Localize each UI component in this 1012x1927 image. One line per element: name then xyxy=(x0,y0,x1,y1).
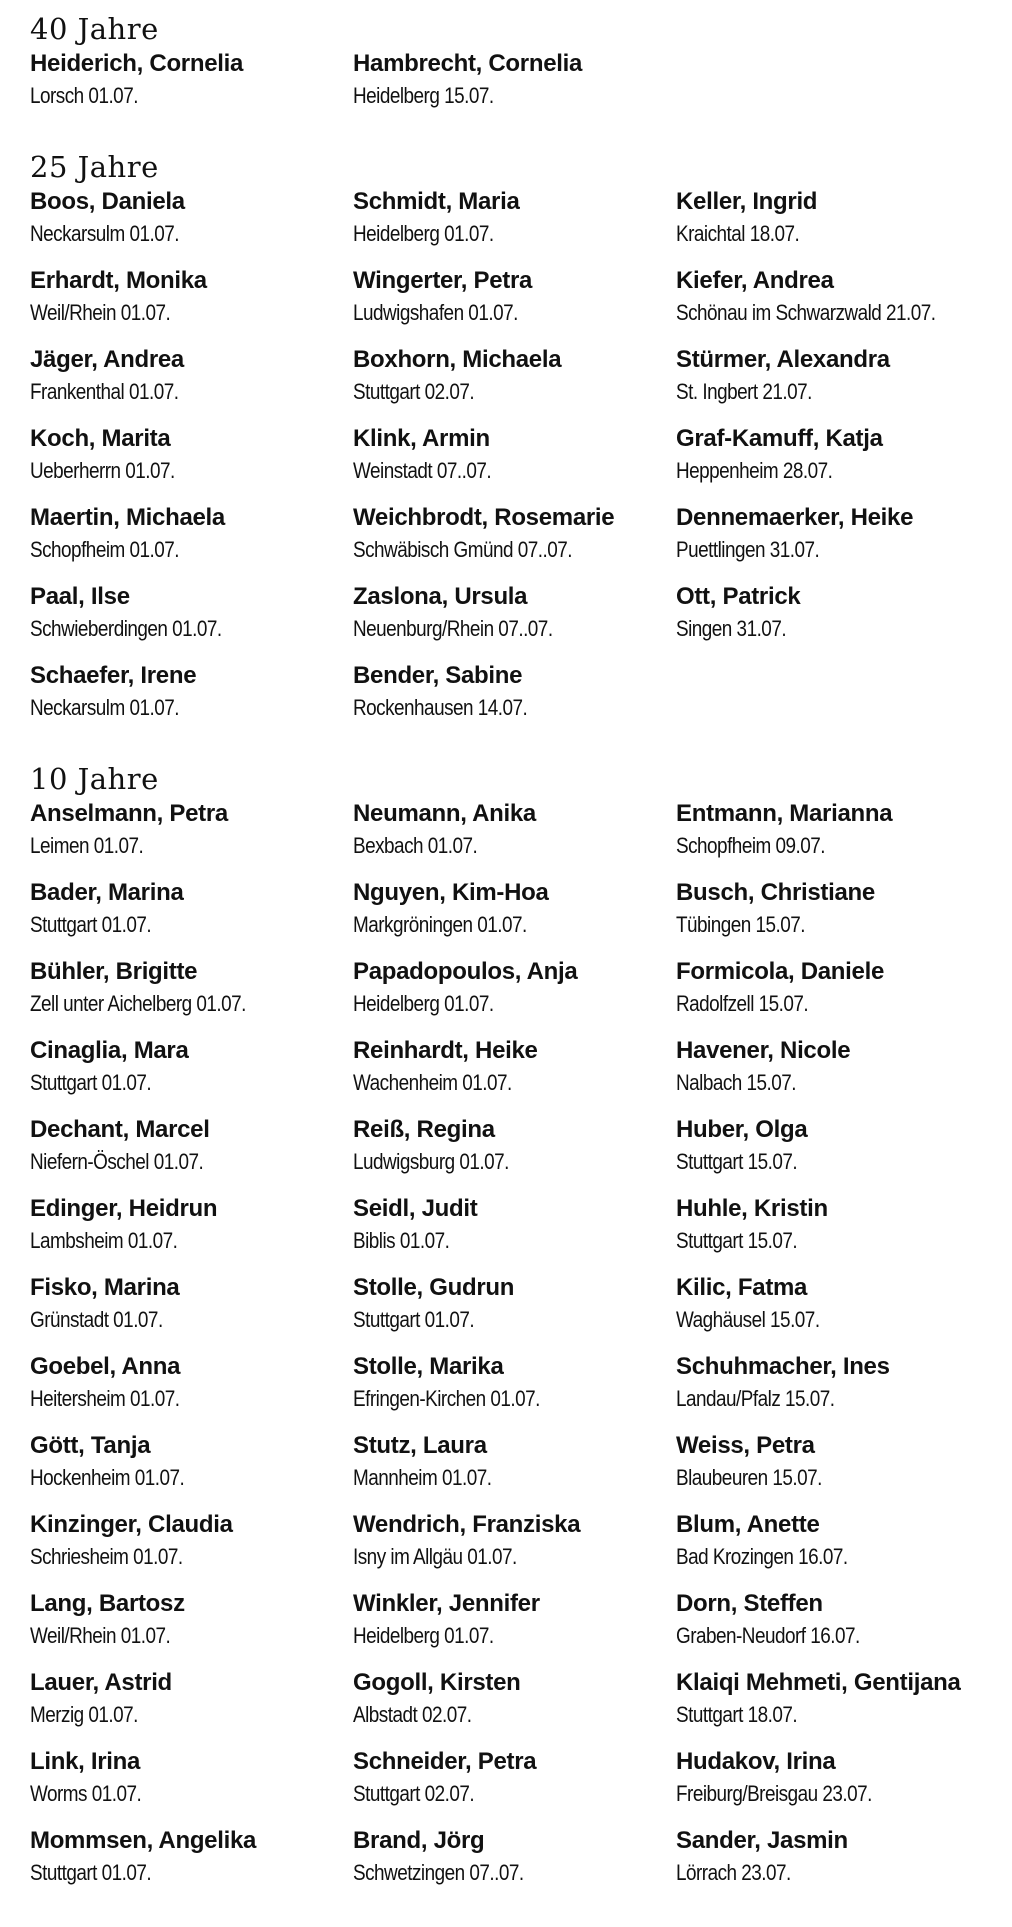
person-name: Klaiqi Mehmeti, Gentijana xyxy=(676,1669,961,1696)
list-item xyxy=(353,48,676,114)
place-date: Graben-Neudorf 16.07. xyxy=(676,1623,860,1648)
person-name: Jäger, Andrea xyxy=(30,346,184,373)
person-name: Stutz, Laura xyxy=(353,1432,487,1459)
jubilee-list xyxy=(30,12,1000,1927)
person-name: Dennemaerker, Heike xyxy=(676,504,914,531)
place-date: Rockenhausen 14.07. xyxy=(353,695,528,720)
list-item xyxy=(676,1035,1000,1101)
list-item xyxy=(30,1114,353,1180)
list-item xyxy=(676,798,1000,864)
place-date: Schwetzingen 07..07. xyxy=(353,1860,524,1885)
list-item xyxy=(676,1746,1000,1812)
place-date: Schwäbisch Gmünd 07..07. xyxy=(353,537,572,562)
list-item xyxy=(30,956,353,1022)
person-name: Fisko, Marina xyxy=(30,1274,180,1301)
person-name: Stolle, Gudrun xyxy=(353,1274,515,1301)
list-item xyxy=(30,798,353,864)
list-item xyxy=(676,1667,1000,1733)
place-date: Stuttgart 15.07. xyxy=(676,1228,798,1253)
list-item xyxy=(30,877,353,943)
place-date: Ludwigsburg 01.07. xyxy=(353,1149,509,1174)
person-name: Hambrecht, Cornelia xyxy=(353,50,583,77)
list-item xyxy=(30,660,353,726)
list-item xyxy=(353,265,676,331)
place-date: Heidelberg 15.07. xyxy=(353,83,494,108)
person-name: Dorn, Steffen xyxy=(676,1590,823,1617)
person-name: Edinger, Heidrun xyxy=(30,1195,218,1222)
list-item xyxy=(30,423,353,489)
list-item xyxy=(676,877,1000,943)
place-date: Heitersheim 01.07. xyxy=(30,1386,180,1411)
person-name: Koch, Marita xyxy=(30,425,171,452)
place-date: Blaubeuren 15.07. xyxy=(676,1465,822,1490)
person-name: Hudakov, Irina xyxy=(676,1748,836,1775)
list-item xyxy=(30,581,353,647)
place-date: Neuenburg/Rhein 07..07. xyxy=(353,616,553,641)
person-name: Bader, Marina xyxy=(30,879,184,906)
place-date: Weil/Rhein 01.07. xyxy=(30,1623,171,1648)
list-item xyxy=(353,1667,676,1733)
person-name: Wingerter, Petra xyxy=(353,267,533,294)
person-name: Klink, Armin xyxy=(353,425,490,452)
list-item xyxy=(353,1351,676,1417)
list-item xyxy=(353,581,676,647)
list-item xyxy=(30,265,353,331)
place-date: Neckarsulm 01.07. xyxy=(30,695,179,720)
list-item xyxy=(30,1509,353,1575)
person-name: Mommsen, Angelika xyxy=(30,1827,257,1854)
place-date: Weil/Rhein 01.07. xyxy=(30,300,171,325)
person-name: Anselmann, Petra xyxy=(30,800,228,827)
list-item xyxy=(676,502,1000,568)
place-date: Schriesheim 01.07. xyxy=(30,1544,183,1569)
place-date: Weinstadt 07..07. xyxy=(353,458,492,483)
list-item xyxy=(676,1509,1000,1575)
place-date: Heidelberg 01.07. xyxy=(353,1623,494,1648)
place-date: Stuttgart 01.07. xyxy=(30,912,152,937)
place-date: Hockenheim 01.07. xyxy=(30,1465,185,1490)
list-item xyxy=(676,1114,1000,1180)
place-date: Kraichtal 18.07. xyxy=(676,221,800,246)
place-date: Bad Krozingen 16.07. xyxy=(676,1544,848,1569)
place-date: Schwieberdingen 01.07. xyxy=(30,616,222,641)
place-date: Lorsch 01.07. xyxy=(30,83,138,108)
list-item xyxy=(30,1588,353,1654)
place-date: Schopfheim 09.07. xyxy=(676,833,826,858)
section-40-jahre xyxy=(30,12,1000,114)
person-name: Keller, Ingrid xyxy=(676,188,818,215)
list-item xyxy=(30,186,353,252)
place-date: Neckarsulm 01.07. xyxy=(30,221,179,246)
place-date: Nalbach 15.07. xyxy=(676,1070,797,1095)
place-date: Stuttgart 01.07. xyxy=(30,1070,152,1095)
place-date: Zell unter Aichelberg 01.07. xyxy=(30,991,246,1016)
person-name: Cinaglia, Mara xyxy=(30,1037,189,1064)
place-date: Bexbach 01.07. xyxy=(353,833,478,858)
person-name: Weichbrodt, Rosemarie xyxy=(353,504,615,531)
person-name: Busch, Christiane xyxy=(676,879,875,906)
list-item xyxy=(676,1272,1000,1338)
person-name: Reinhardt, Heike xyxy=(353,1037,538,1064)
section-25-jahre xyxy=(30,150,1000,726)
person-name: Kilic, Fatma xyxy=(676,1274,808,1301)
person-name: Bender, Sabine xyxy=(353,662,523,689)
person-name: Sander, Jasmin xyxy=(676,1827,848,1854)
place-date: Ludwigshafen 01.07. xyxy=(353,300,518,325)
person-name: Erhardt, Monika xyxy=(30,267,207,294)
list-item xyxy=(30,1193,353,1259)
person-name: Stolle, Marika xyxy=(353,1353,504,1380)
place-date: Stuttgart 02.07. xyxy=(353,1781,475,1806)
list-item xyxy=(353,1114,676,1180)
person-name: Maertin, Michaela xyxy=(30,504,225,531)
place-date: Albstadt 02.07. xyxy=(353,1702,472,1727)
place-date: Landau/Pfalz 15.07. xyxy=(676,1386,835,1411)
list-item xyxy=(676,1430,1000,1496)
person-name: Lauer, Astrid xyxy=(30,1669,172,1696)
person-name: Brand, Jörg xyxy=(353,1827,485,1854)
place-date: Lörrach 23.07. xyxy=(676,1860,791,1885)
person-name: Seidl, Judit xyxy=(353,1195,478,1222)
place-date: Heppenheim 28.07. xyxy=(676,458,833,483)
person-name: Boxhorn, Michaela xyxy=(353,346,562,373)
entry-grid xyxy=(30,186,1000,726)
place-date: Waghäusel 15.07. xyxy=(676,1307,820,1332)
list-item xyxy=(676,1825,1000,1891)
place-date: Stuttgart 01.07. xyxy=(353,1307,475,1332)
list-item xyxy=(353,1035,676,1101)
list-item xyxy=(353,1430,676,1496)
place-date: Niefern-Öschel 01.07. xyxy=(30,1149,204,1174)
place-date: Tübingen 15.07. xyxy=(676,912,806,937)
list-item xyxy=(353,877,676,943)
person-name: Huhle, Kristin xyxy=(676,1195,828,1222)
place-date: Grünstadt 01.07. xyxy=(30,1307,163,1332)
person-name: Link, Irina xyxy=(30,1748,141,1775)
place-date: Efringen-Kirchen 01.07. xyxy=(353,1386,540,1411)
person-name: Schuhmacher, Ines xyxy=(676,1353,890,1380)
list-item xyxy=(353,344,676,410)
list-item xyxy=(353,423,676,489)
person-name: Ott, Patrick xyxy=(676,583,801,610)
person-name: Kiefer, Andrea xyxy=(676,267,834,294)
person-name: Schneider, Petra xyxy=(353,1748,537,1775)
list-item xyxy=(353,1272,676,1338)
list-item xyxy=(676,344,1000,410)
list-item xyxy=(676,1193,1000,1259)
person-name: Dechant, Marcel xyxy=(30,1116,210,1143)
list-item xyxy=(676,1588,1000,1654)
person-name: Huber, Olga xyxy=(676,1116,808,1143)
person-name: Gogoll, Kirsten xyxy=(353,1669,521,1696)
list-item xyxy=(353,186,676,252)
person-name: Formicola, Daniele xyxy=(676,958,884,985)
place-date: Isny im Allgäu 01.07. xyxy=(353,1544,517,1569)
person-name: Bühler, Brigitte xyxy=(30,958,198,985)
place-date: Frankenthal 01.07. xyxy=(30,379,179,404)
person-name: Kinzinger, Claudia xyxy=(30,1511,233,1538)
person-name: Paal, Ilse xyxy=(30,583,130,610)
place-date: Puettlingen 31.07. xyxy=(676,537,820,562)
person-name: Gött, Tanja xyxy=(30,1432,151,1459)
list-item xyxy=(30,502,353,568)
person-name: Havener, Nicole xyxy=(676,1037,851,1064)
list-item xyxy=(30,1667,353,1733)
person-name: Lang, Bartosz xyxy=(30,1590,185,1617)
person-name: Wendrich, Franziska xyxy=(353,1511,581,1538)
list-item xyxy=(353,502,676,568)
list-item xyxy=(30,1272,353,1338)
list-item xyxy=(30,1035,353,1101)
list-item xyxy=(30,48,353,114)
place-date: Ueberherrn 01.07. xyxy=(30,458,175,483)
section-10-jahre xyxy=(30,762,1000,1891)
person-name: Schaefer, Irene xyxy=(30,662,197,689)
person-name: Blum, Anette xyxy=(676,1511,820,1538)
place-date: Singen 31.07. xyxy=(676,616,787,641)
place-date: Freiburg/Breisgau 23.07. xyxy=(676,1781,872,1806)
section-title: 25 Jahre xyxy=(30,150,159,184)
list-item xyxy=(676,1351,1000,1417)
list-item xyxy=(353,1825,676,1891)
list-item xyxy=(30,1825,353,1891)
place-date: Mannheim 01.07. xyxy=(353,1465,492,1490)
place-date: Stuttgart 18.07. xyxy=(676,1702,798,1727)
list-item xyxy=(353,1193,676,1259)
section-title: 10 Jahre xyxy=(30,762,159,796)
place-date: Worms 01.07. xyxy=(30,1781,142,1806)
place-date: Stuttgart 15.07. xyxy=(676,1149,798,1174)
person-name: Zaslona, Ursula xyxy=(353,583,528,610)
person-name: Papadopoulos, Anja xyxy=(353,958,578,985)
list-item xyxy=(30,1430,353,1496)
person-name: Boos, Daniela xyxy=(30,188,185,215)
entry-grid xyxy=(30,48,1000,114)
list-item xyxy=(676,265,1000,331)
person-name: Weiss, Petra xyxy=(676,1432,815,1459)
place-date: Stuttgart 01.07. xyxy=(30,1860,152,1885)
person-name: Nguyen, Kim-Hoa xyxy=(353,879,549,906)
person-name: Stürmer, Alexandra xyxy=(676,346,890,373)
list-item xyxy=(676,581,1000,647)
list-item xyxy=(676,956,1000,1022)
person-name: Goebel, Anna xyxy=(30,1353,181,1380)
place-date: St. Ingbert 21.07. xyxy=(676,379,812,404)
list-item xyxy=(30,344,353,410)
place-date: Biblis 01.07. xyxy=(353,1228,450,1253)
person-name: Entmann, Marianna xyxy=(676,800,893,827)
list-item xyxy=(676,423,1000,489)
list-item xyxy=(30,1351,353,1417)
person-name: Neumann, Anika xyxy=(353,800,536,827)
list-item xyxy=(353,660,676,726)
list-item xyxy=(353,1509,676,1575)
place-date: Leimen 01.07. xyxy=(30,833,144,858)
section-title: 40 Jahre xyxy=(30,12,159,46)
place-date: Stuttgart 02.07. xyxy=(353,379,475,404)
person-name: Schmidt, Maria xyxy=(353,188,520,215)
person-name: Winkler, Jennifer xyxy=(353,1590,540,1617)
list-item xyxy=(676,186,1000,252)
person-name: Graf-Kamuff, Katja xyxy=(676,425,883,452)
list-item xyxy=(353,1588,676,1654)
list-item xyxy=(30,1746,353,1812)
list-item xyxy=(353,798,676,864)
place-date: Schopfheim 01.07. xyxy=(30,537,180,562)
list-item xyxy=(353,1746,676,1812)
list-item xyxy=(353,956,676,1022)
place-date: Merzig 01.07. xyxy=(30,1702,138,1727)
place-date: Markgröningen 01.07. xyxy=(353,912,527,937)
place-date: Wachenheim 01.07. xyxy=(353,1070,512,1095)
person-name: Reiß, Regina xyxy=(353,1116,495,1143)
entry-grid xyxy=(30,798,1000,1891)
place-date: Lambsheim 01.07. xyxy=(30,1228,178,1253)
person-name: Heiderich, Cornelia xyxy=(30,50,244,77)
place-date: Heidelberg 01.07. xyxy=(353,221,494,246)
place-date: Radolfzell 15.07. xyxy=(676,991,809,1016)
place-date: Schönau im Schwarzwald 21.07. xyxy=(676,300,936,325)
place-date: Heidelberg 01.07. xyxy=(353,991,494,1016)
